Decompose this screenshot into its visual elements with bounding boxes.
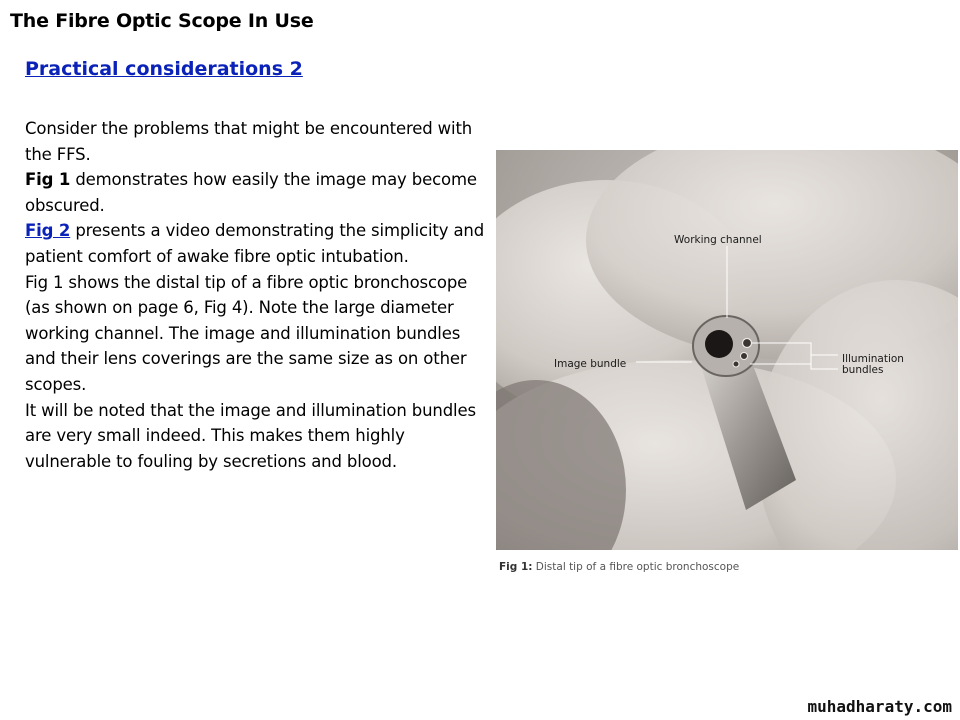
figure-caption bbox=[499, 561, 739, 573]
figure-photo bbox=[496, 150, 958, 550]
slide-title: The Fibre Optic Scope In Use bbox=[10, 10, 314, 32]
body-text bbox=[25, 116, 487, 474]
paragraph-3 bbox=[25, 218, 487, 269]
illumination-label-line1: Illumination bbox=[842, 353, 904, 365]
bronchoscope-tip-illustration bbox=[496, 150, 958, 550]
paragraph-5: It will be noted that the image and illumination bundles are very small indeed. This makes them highly vulnerable to fouling by secretions and blood. bbox=[25, 400, 476, 471]
slide-subtitle-link[interactable]: Practical considerations 2 bbox=[25, 58, 303, 80]
working-channel-label: Working channel bbox=[674, 234, 762, 246]
image-bundle-label: Image bundle bbox=[554, 358, 627, 370]
watermark: muhadharaty.com bbox=[807, 697, 952, 716]
caption-text: Distal tip of a fibre optic bronchoscope bbox=[532, 561, 740, 573]
paragraph-1: Consider the problems that might be encountered with the FFS. bbox=[25, 119, 473, 164]
fig2-link[interactable]: Fig 2 bbox=[25, 221, 71, 241]
paragraph-4: Fig 1 shows the distal tip of a fibre optic bronchoscope (as shown on page 6, Fig 4). Note the large diameter working channel. The image and illumination bundles and their lens coverings are the same size as on other scopes. bbox=[25, 272, 468, 394]
paragraph-3-text: presents a video demonstrating the simplicity and patient comfort of awake fibre optic intubation. bbox=[25, 221, 485, 266]
paragraph-2 bbox=[25, 167, 487, 218]
paragraph-2-text: demonstrates how easily the image may become obscured. bbox=[25, 170, 477, 215]
illumination-label-line2: bundles bbox=[842, 364, 884, 376]
fig1-bold-ref: Fig 1 bbox=[25, 170, 71, 190]
caption-label: Fig 1: bbox=[499, 561, 533, 573]
